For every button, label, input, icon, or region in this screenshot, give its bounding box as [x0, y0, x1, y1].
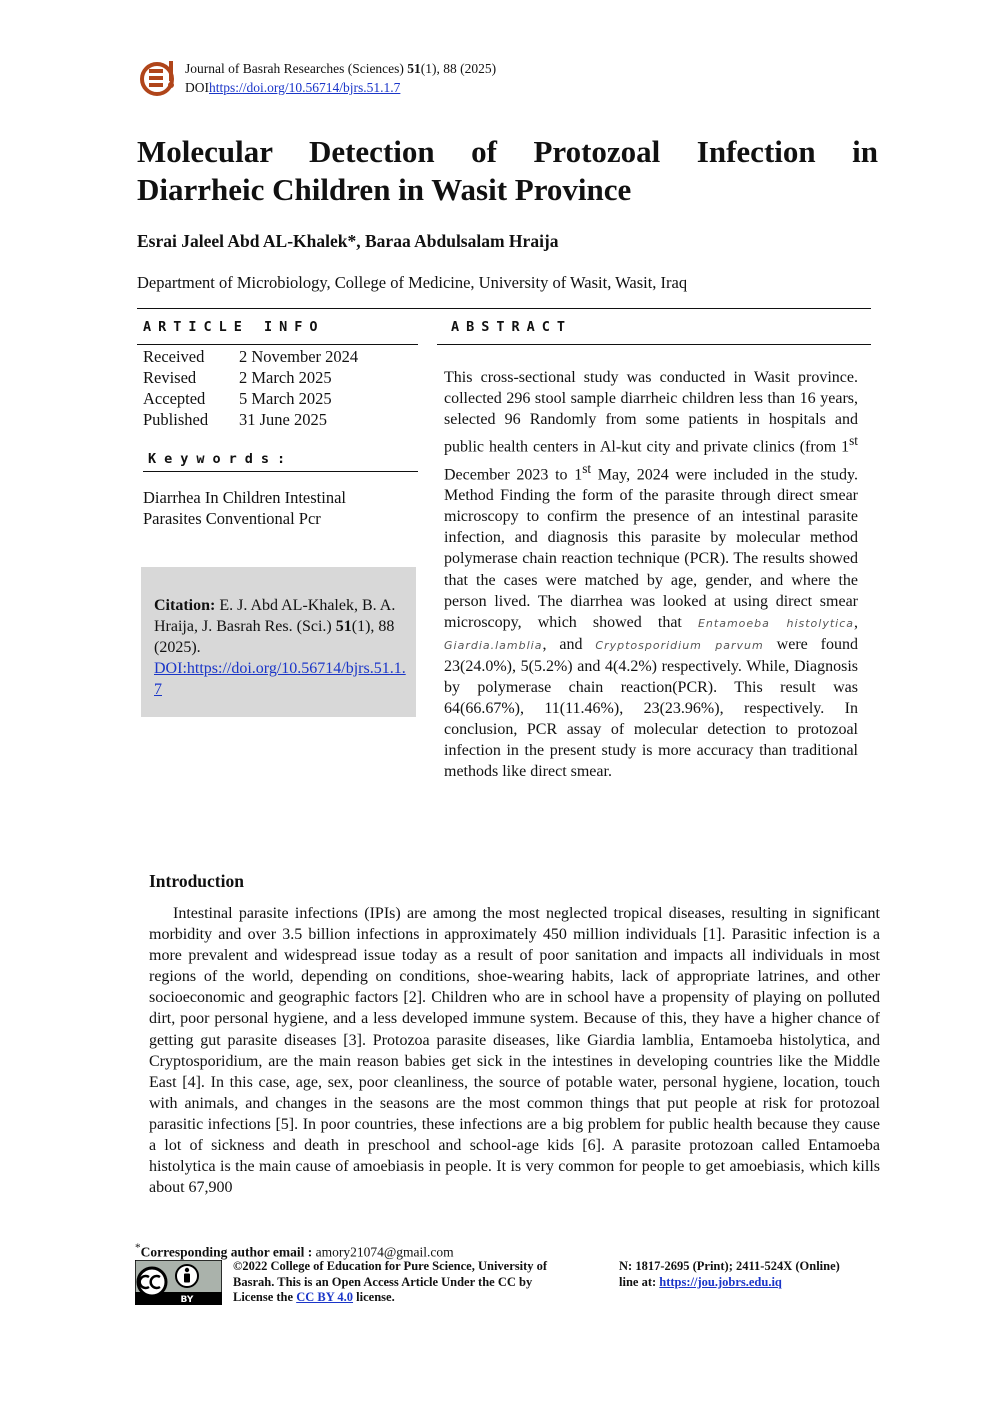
introduction-text: Intestinal parasite infections (IPIs) are among the most neglected tropical diseases, resulting in significant morbidity and over 3.5 billion infections in approximately 450 million individuals [1]. Parasitic infection is a more prevalent and widespread issue today as a result of poor sanitation and impacts all individuals in most regions of the world, depending on conditions, shoe-wearing habits, lack of appropriate latrines, and other socioeconomic and geographic factors [2]. Children who are in school have a propensity of playing on polluted dirt, poor personal hygiene, and a less developed immune system. Because of this, they have a higher chance of getting gut parasite diseases [3]. Protozoa parasite diseases, like Giardia lamblia, Entamoeba histolytica, and Cryptosporidium, are the main reason babies get sick in the intestines in developing countries like the Middle East [4]. In this case, age, sex, poor cleanliness, the source of potable water, personal hygiene, location, touch with animals, and changes in the seasons are the most common things that put people at risk for protozoal parasitic infections [5]. In poor countries, these infections are a big problem for public health because they cause a lot of sickness and death in preschool and school-age kids [6]. A parasite protozoan called Entamoeba histolytica is the main cause of amoebiasis in people. It is very common for people to get amoebiasis, which kills about 67,900	[149, 905, 880, 1197]
abstract-rule	[437, 344, 871, 345]
authors: Esrai Jaleel Abd AL-Khalek*, Baraa Abdulsalam Hraija	[137, 231, 559, 251]
species-cryptosporidium: Cryptosporidium parvum	[595, 638, 764, 652]
citation-text: Citation: E. J. Abd AL-Khalek, B. A. Hraija, J. Basrah Res. (Sci.) 51(1), 88 (2025). DOI:https://doi.org/10.56714/bjrs.51.1.7	[154, 597, 406, 698]
keywords-rule	[143, 471, 418, 472]
article-title: Molecular Detection of Protozoal Infection in Diarrheic Children in Wasit Province	[137, 134, 878, 207]
article-dates	[143, 346, 358, 430]
introduction-heading: Introduction	[149, 871, 244, 891]
affiliation: Department of Microbiology, College of Medicine, University of Wasit, Wasit, Iraq	[137, 273, 688, 292]
journal-logo-icon	[139, 59, 179, 97]
date-row-published: Published 31 June 2025	[143, 410, 327, 429]
keywords: Diarrhea In Children Intestinal Parasites Conventional Pcr	[143, 488, 346, 528]
cc-by-license-icon[interactable]	[135, 1260, 222, 1305]
keywords-heading: Keywords:	[148, 451, 294, 467]
citation-box	[141, 567, 416, 717]
corresponding-email[interactable]: amory21074@gmail.com	[315, 1244, 454, 1260]
date-row-received: Received 2 November 2024	[143, 347, 359, 366]
license-link[interactable]: CC BY 4.0	[296, 1290, 354, 1304]
doi-line: DOIhttps://doi.org/10.56714/bjrs.51.1.7	[185, 80, 401, 95]
journal-citation-line: Journal of Basrah Researches (Sciences) 51(1), 88 (2025)	[185, 61, 497, 76]
article-info-heading: ARTICLE INFO	[143, 319, 325, 335]
journal-website-link[interactable]: https://jou.jobrs.edu.iq	[659, 1274, 782, 1289]
copyright-notice: ©2022 College of Education for Pure Science, University of Basrah. This is an Open Access Article Under the CC by License the CC BY 4.0 license.	[233, 1259, 548, 1304]
abstract-heading: ABSTRACT	[451, 319, 573, 335]
date-row-revised: Revised 2 March 2025	[143, 368, 332, 387]
species-entamoeba: Entamoeba histolytica	[697, 616, 854, 630]
info-rule	[137, 344, 418, 345]
cc-badge-label: BY	[180, 1295, 194, 1305]
corresponding-author: *Corresponding author email : amory21074@gmail.com	[135, 1242, 454, 1260]
citation-doi-link[interactable]: DOI:https://doi.org/10.56714/bjrs.51.1.7	[154, 660, 406, 698]
species-giardia: Giardia.lamblia	[444, 638, 543, 652]
issn-info: N: 1817-2695 (Print); 2411-524X (Online) line at: https://jou.jobrs.edu.iq	[619, 1259, 840, 1289]
top-rule	[137, 308, 871, 309]
date-row-accepted: Accepted 5 March 2025	[143, 389, 332, 408]
doi-link[interactable]: https://doi.org/10.56714/bjrs.51.1.7	[209, 80, 401, 95]
abstract-text: This cross-sectional study was conducted in Wasit province. collected 296 stool sample diarrheic children less than 16 years, selected 96 Randomly from some patients in hospitals and public health centers in Al-kut city and private clinics (from 1st December 2023 to 1st May, 2024 were included in the study. Method Finding the form of the parasite through direct smear microscopy to confirm the presence of an intestinal parasite infection, and diagnosis this parasite by molecular method polymerase chain reaction technique (PCR). The results showed that the cases were matched by age, gender, and where the person lived. The diarrhea was looked at using direct smear microscopy, which showed that Entamoeba histolytica, Giardia.lamblia, and Cryptosporidium parvum were found 23(24.0%), 5(5.2%) and 4(4.2%) respectively. While, Diagnosis by polymerase chain reaction(PCR). This result was 64(66.67%), 11(11.46%), 23(23.96%), respectively. In conclusion, PCR assay of molecular detection to protozoal infection in the present study is more accuracy than traditional methods like direct smear.	[444, 369, 858, 781]
